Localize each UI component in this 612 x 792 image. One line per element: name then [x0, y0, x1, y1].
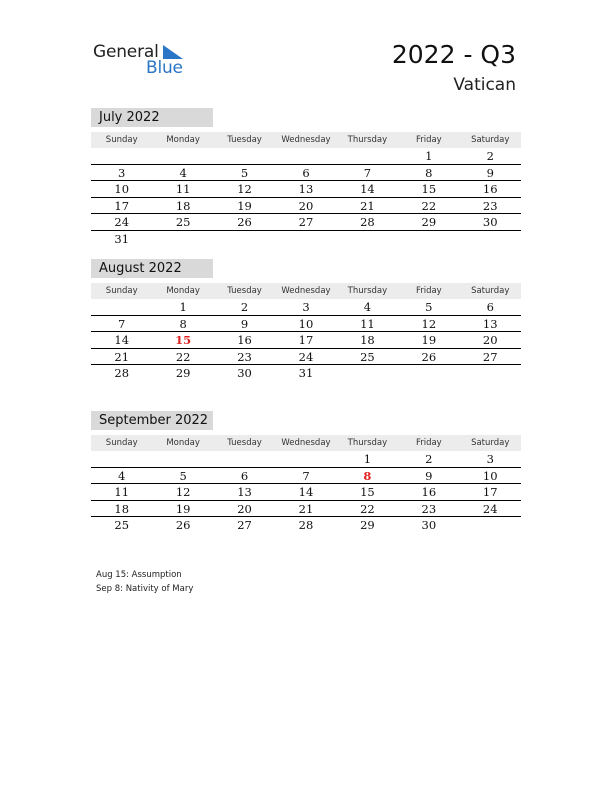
weekday-label: Saturday — [471, 438, 510, 448]
day-cell: 12 — [237, 182, 252, 197]
day-cell: 26 — [421, 349, 437, 364]
day-cell: 5 — [179, 468, 187, 483]
weekday-label: Friday — [415, 438, 442, 448]
weekday-header — [91, 435, 521, 451]
day-cell: 11 — [114, 485, 130, 500]
day-cell — [398, 365, 459, 382]
weekday-header — [91, 132, 521, 148]
week-row — [91, 501, 521, 518]
day-cell — [460, 517, 521, 534]
day-cell: 19 — [237, 198, 252, 213]
day-cell: 12 — [421, 316, 437, 331]
day-cell: 26 — [175, 518, 191, 533]
day-cell: 12 — [175, 485, 191, 500]
weekday-label: Tuesday — [227, 438, 262, 448]
day-cell: 29 — [360, 518, 375, 533]
day-cell: 13 — [237, 485, 252, 500]
day-cell: 19 — [421, 333, 437, 348]
weekday-label: Monday — [166, 438, 200, 448]
day-cell: 14 — [360, 182, 375, 197]
day-cell: 4 — [363, 300, 372, 314]
holiday-notes — [96, 569, 193, 596]
day-cell: 25 — [175, 215, 191, 230]
day-cell: 20 — [482, 333, 498, 348]
day-cell: 10 — [482, 468, 498, 483]
weekday-label: Thursday — [347, 286, 388, 296]
day-cell: 7 — [118, 316, 126, 331]
day-cell: 16 — [421, 485, 437, 500]
day-cell — [275, 451, 336, 467]
month-grid — [91, 148, 521, 248]
weekday-label: Wednesday — [281, 438, 331, 448]
day-cell: 17 — [482, 485, 498, 500]
day-cell: 28 — [298, 518, 314, 533]
month-july — [91, 108, 521, 248]
day-cell: 10 — [114, 182, 130, 197]
month-grid — [91, 299, 521, 382]
logo-word-general: General — [93, 42, 159, 62]
holiday-day-cell: 8 — [363, 468, 372, 483]
day-cell: 3 — [486, 452, 494, 466]
day-cell: 28 — [114, 366, 130, 381]
page-title: 2022 - Q3 — [391, 40, 516, 69]
country-name: Vatican — [453, 75, 516, 95]
day-cell: 6 — [486, 300, 494, 314]
week-row — [91, 231, 521, 248]
day-cell — [275, 148, 336, 164]
day-cell — [460, 231, 521, 248]
day-cell: 14 — [114, 333, 130, 348]
day-cell: 19 — [175, 501, 191, 516]
day-cell: 25 — [114, 518, 130, 533]
day-cell: 24 — [482, 501, 498, 516]
weekday-label: Thursday — [347, 438, 388, 448]
day-cell: 8 — [179, 316, 187, 331]
week-row — [91, 148, 521, 165]
day-cell: 2 — [425, 452, 433, 466]
day-cell: 20 — [298, 198, 314, 213]
week-row — [91, 198, 521, 215]
day-cell: 20 — [237, 501, 252, 516]
day-cell: 6 — [240, 468, 249, 483]
day-cell — [214, 451, 275, 467]
day-cell: 1 — [363, 452, 372, 466]
day-cell: 7 — [363, 165, 372, 180]
day-cell: 28 — [360, 215, 375, 230]
day-cell — [152, 231, 213, 248]
week-row — [91, 484, 521, 501]
day-cell: 27 — [298, 215, 314, 230]
weekday-label: Wednesday — [281, 135, 331, 145]
week-row — [91, 517, 521, 534]
holiday-day-cell: 15 — [175, 333, 192, 348]
weekday-label: Monday — [166, 286, 200, 296]
day-cell: 11 — [175, 182, 191, 197]
day-cell: 3 — [118, 165, 126, 180]
day-cell: 17 — [298, 333, 314, 348]
day-cell: 17 — [114, 198, 130, 213]
day-cell: 6 — [302, 165, 310, 180]
weekday-label: Friday — [415, 135, 442, 145]
day-cell: 10 — [298, 316, 314, 331]
day-cell: 7 — [302, 468, 310, 483]
day-cell: 11 — [360, 316, 375, 331]
day-cell: 30 — [482, 215, 498, 230]
day-cell — [91, 451, 152, 467]
weekday-header — [91, 283, 521, 299]
weekday-label: Monday — [166, 135, 200, 145]
day-cell: 21 — [298, 501, 314, 516]
day-cell: 24 — [298, 349, 314, 364]
day-cell: 21 — [114, 349, 130, 364]
week-row — [91, 181, 521, 198]
day-cell: 15 — [421, 182, 437, 197]
day-cell: 23 — [237, 349, 252, 364]
weekday-label: Wednesday — [281, 286, 331, 296]
day-cell: 2 — [240, 300, 249, 314]
day-cell — [152, 451, 213, 467]
day-cell: 13 — [298, 182, 314, 197]
day-cell: 4 — [179, 165, 187, 180]
week-row — [91, 165, 521, 182]
day-cell: 16 — [482, 182, 498, 197]
day-cell — [91, 148, 152, 164]
weekday-label: Saturday — [471, 286, 510, 296]
day-cell — [337, 231, 398, 248]
day-cell: 31 — [298, 366, 314, 381]
day-cell: 5 — [425, 300, 433, 314]
day-cell: 9 — [425, 468, 433, 483]
day-cell — [460, 365, 521, 382]
month-august — [91, 259, 521, 382]
day-cell: 3 — [302, 300, 310, 314]
month-september — [91, 411, 521, 534]
day-cell — [337, 148, 398, 164]
week-row — [91, 316, 521, 333]
day-cell: 29 — [421, 215, 437, 230]
day-cell — [337, 365, 398, 382]
month-grid — [91, 451, 521, 534]
weekday-label: Tuesday — [227, 135, 262, 145]
day-cell — [398, 231, 459, 248]
weekday-label: Tuesday — [227, 286, 262, 296]
holiday-note: Aug 15: Assumption — [96, 570, 182, 580]
week-row — [91, 468, 521, 485]
day-cell: 31 — [114, 231, 130, 246]
generalblue-logo — [93, 42, 193, 78]
day-cell: 1 — [179, 300, 187, 314]
day-cell: 21 — [360, 198, 375, 213]
weekday-label: Sunday — [105, 286, 138, 296]
day-cell — [214, 148, 275, 164]
day-cell: 22 — [421, 198, 437, 213]
week-row — [91, 365, 521, 382]
day-cell: 9 — [486, 165, 494, 180]
weekday-label: Sunday — [105, 135, 138, 145]
day-cell: 14 — [298, 485, 314, 500]
day-cell: 26 — [237, 215, 252, 230]
day-cell: 27 — [482, 349, 498, 364]
week-row — [91, 451, 521, 468]
month-title: July 2022 — [91, 108, 213, 127]
day-cell: 16 — [237, 333, 252, 348]
week-row — [91, 214, 521, 231]
day-cell: 24 — [114, 215, 130, 230]
weekday-label: Friday — [415, 286, 442, 296]
day-cell: 18 — [360, 333, 375, 348]
day-cell — [275, 231, 336, 248]
day-cell: 13 — [482, 316, 498, 331]
day-cell: 27 — [237, 518, 252, 533]
day-cell: 8 — [425, 165, 433, 180]
day-cell — [152, 148, 213, 164]
day-cell — [91, 299, 152, 315]
logo-triangle-icon — [163, 45, 183, 59]
day-cell: 22 — [360, 501, 375, 516]
day-cell: 18 — [114, 501, 130, 516]
day-cell: 2 — [486, 149, 494, 163]
weekday-label: Saturday — [471, 135, 510, 145]
day-cell: 15 — [360, 485, 375, 500]
day-cell: 5 — [240, 165, 249, 180]
month-title: September 2022 — [91, 411, 213, 430]
week-row — [91, 299, 521, 316]
day-cell: 18 — [175, 198, 191, 213]
day-cell: 23 — [482, 198, 498, 213]
day-cell: 29 — [175, 366, 191, 381]
day-cell: 9 — [240, 316, 249, 331]
day-cell: 25 — [360, 349, 375, 364]
week-row — [91, 349, 521, 366]
logo-word-blue: Blue — [146, 58, 183, 78]
weekday-label: Sunday — [105, 438, 138, 448]
month-title: August 2022 — [91, 259, 213, 278]
day-cell: 1 — [425, 149, 433, 163]
day-cell: 30 — [237, 366, 252, 381]
day-cell — [214, 231, 275, 248]
holiday-note: Sep 8: Nativity of Mary — [96, 583, 194, 594]
week-row — [91, 332, 521, 349]
day-cell: 23 — [421, 501, 437, 516]
weekday-label: Thursday — [347, 135, 388, 145]
day-cell: 22 — [175, 349, 191, 364]
day-cell: 30 — [421, 518, 437, 533]
day-cell: 4 — [118, 468, 126, 483]
